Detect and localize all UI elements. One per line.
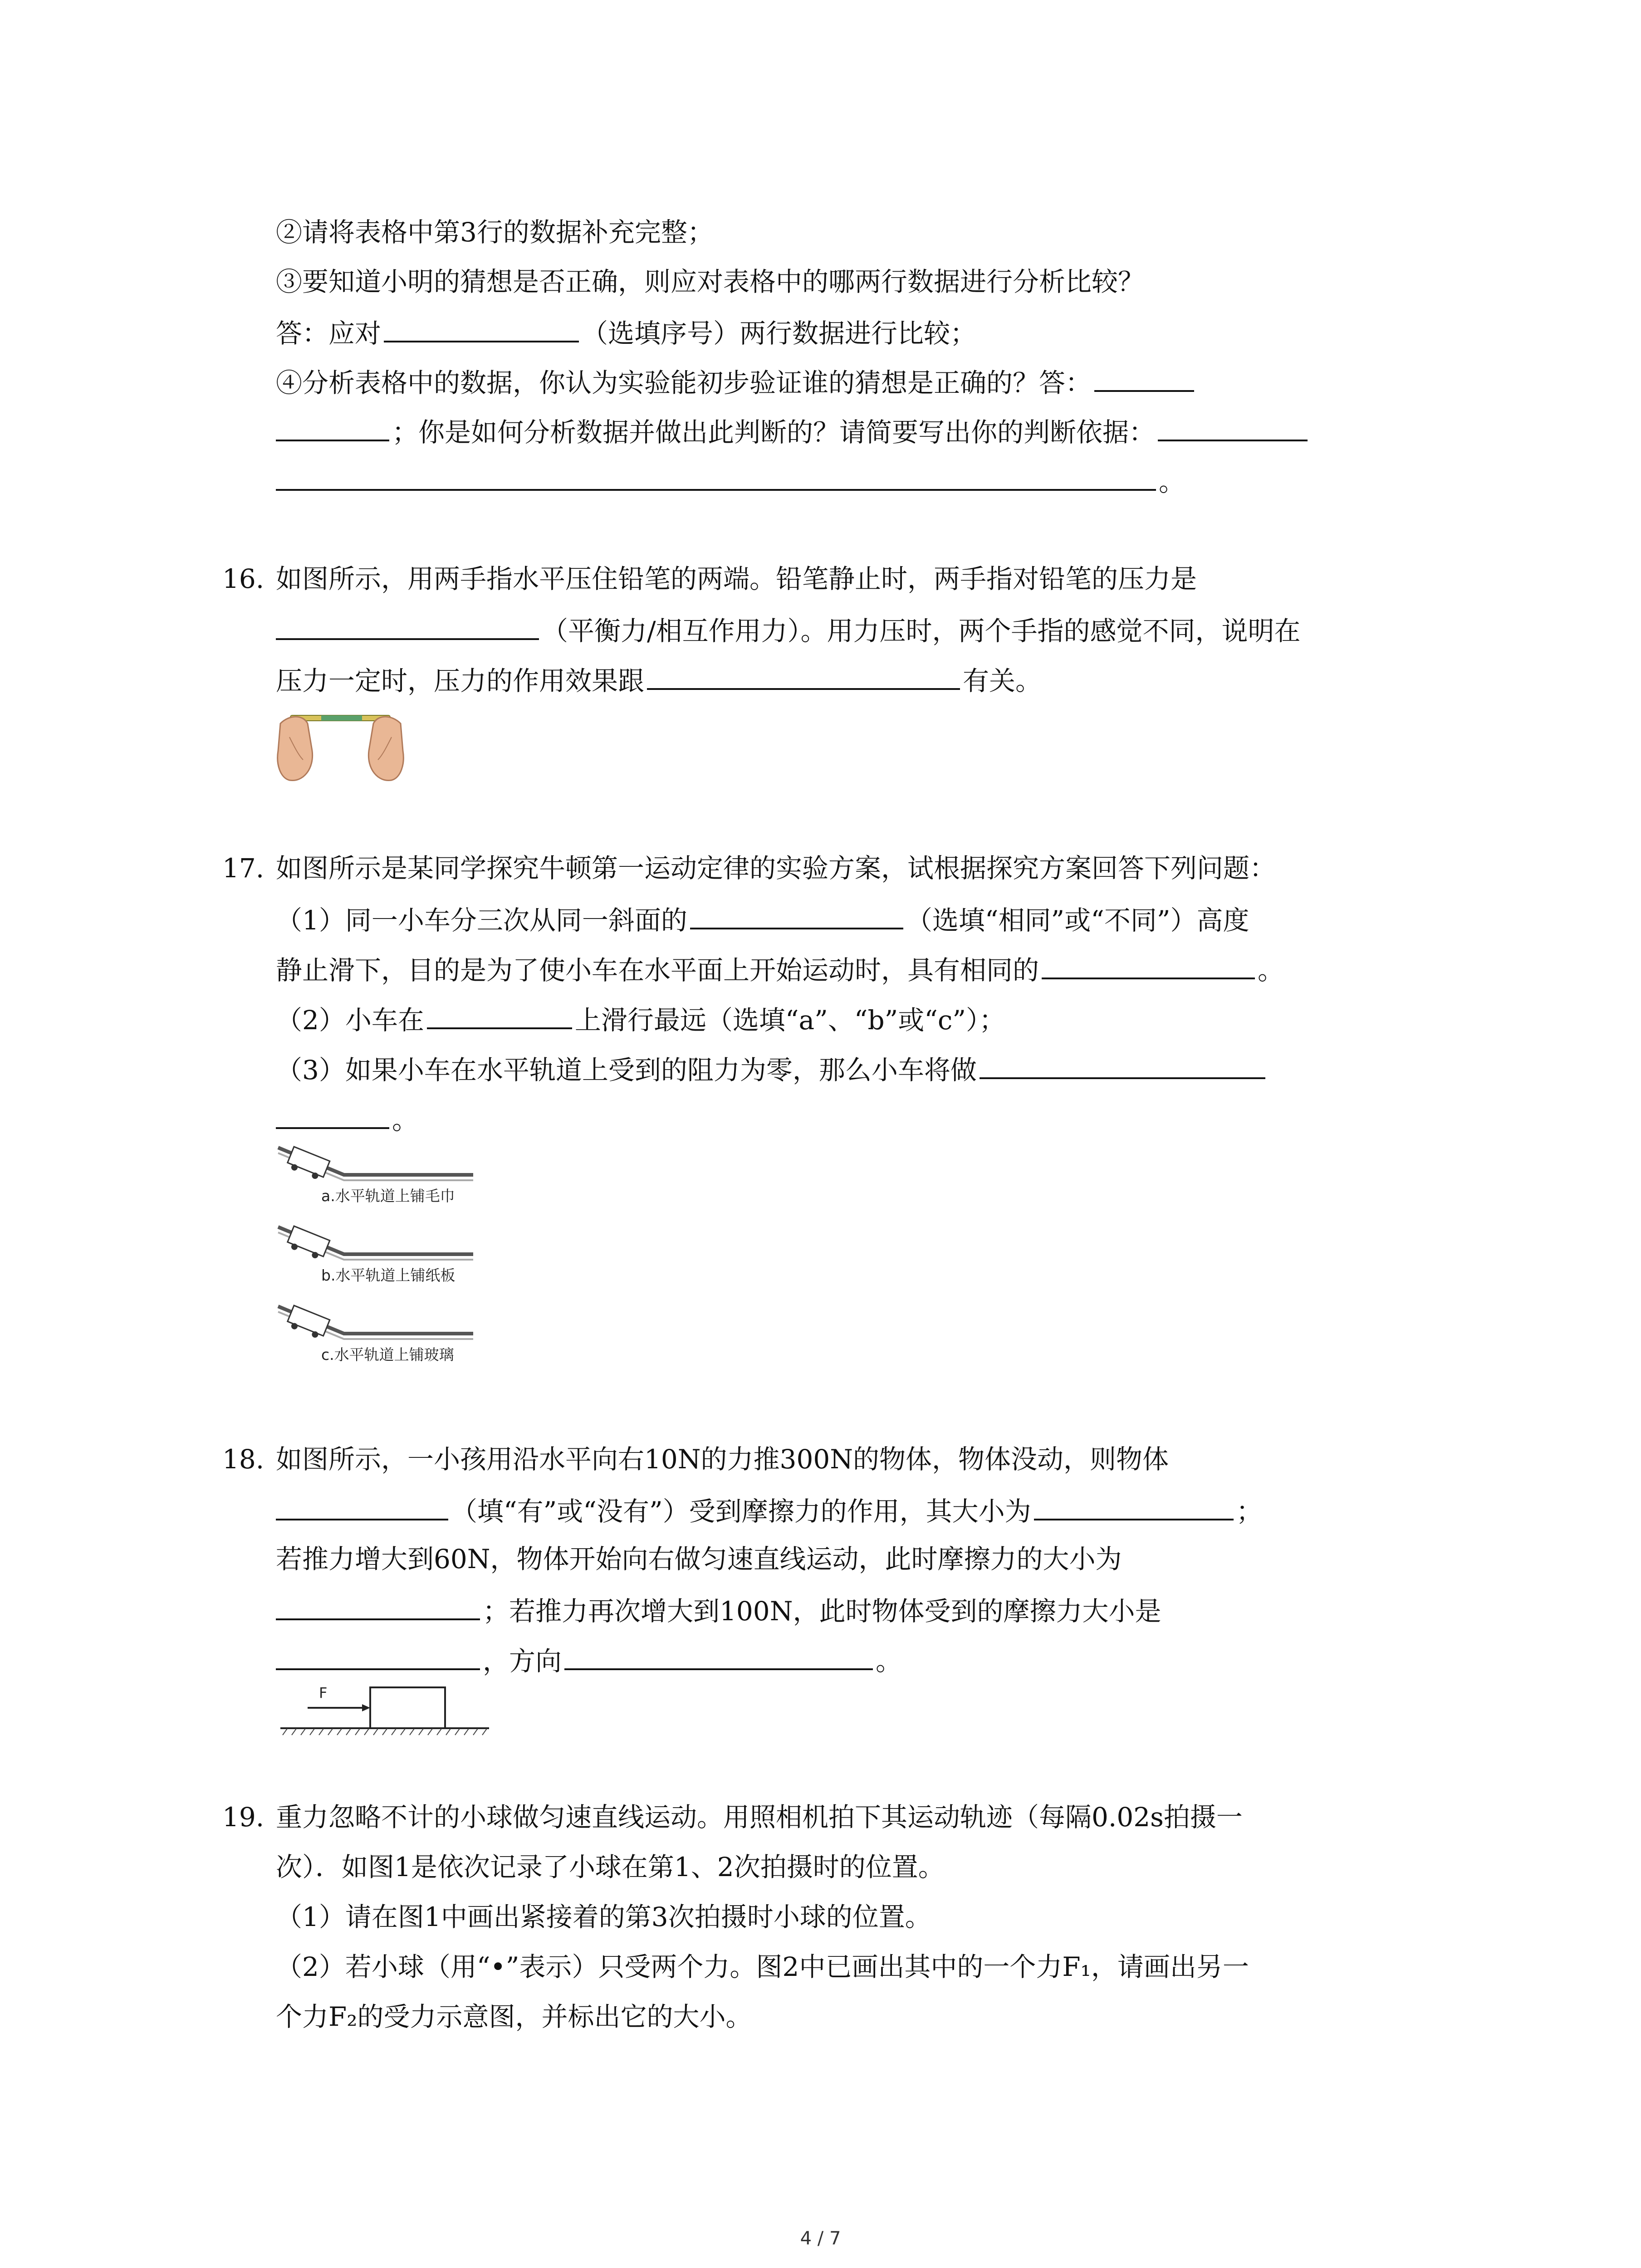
q17-line-4 bbox=[276, 1002, 1005, 1036]
question-number: 19. bbox=[222, 1802, 265, 1833]
q19-line-1 bbox=[276, 1802, 1243, 1833]
intro-line-5 bbox=[276, 415, 1310, 449]
q18-line-5 bbox=[276, 1643, 902, 1677]
q17-line-4-suffix: 上滑行最远（选填“a”、“b”或“c”）； bbox=[574, 1005, 1006, 1036]
answer-blank[interactable] bbox=[1042, 953, 1255, 979]
force-arrow-icon bbox=[362, 1704, 370, 1711]
q18-line-2 bbox=[276, 1494, 1263, 1528]
q17-line-2 bbox=[276, 903, 1249, 937]
q16-line-3-prefix: 压力一定时，压力的作用效果跟 bbox=[276, 665, 645, 697]
caption-b: b.水平轨道上铺纸板 bbox=[321, 1266, 456, 1284]
q19-line-3-text: （1）请在图1中画出紧接着的第3次拍摄时小球的位置。 bbox=[276, 1901, 931, 1932]
q19-line-2-text: 次）．如图1是依次记录了小球在第1、2次拍摄时的位置。 bbox=[276, 1852, 945, 1882]
intro-line-3 bbox=[276, 316, 976, 350]
q17-line-3-prefix: 静止滑下，目的是为了使小车在水平面上开始运动时，具有相同的 bbox=[276, 955, 1039, 986]
q16-line-2-text: （平衡力/相互作用力）。用力压时，两个手指的感觉不同，说明在 bbox=[542, 616, 1301, 647]
intro-line-6 bbox=[276, 464, 1185, 498]
push-block-figure bbox=[276, 1681, 494, 1740]
answer-blank[interactable] bbox=[276, 1494, 448, 1520]
q18-line-2-end: ； bbox=[1236, 1496, 1263, 1527]
q19-line-1-text: 重力忽略不计的小球做匀速直线运动。用照相机拍下其运动轨迹（每隔0.02s拍摄一 bbox=[276, 1802, 1243, 1833]
incline-setup-a bbox=[278, 1147, 473, 1205]
answer-blank[interactable] bbox=[276, 1643, 480, 1670]
q17-line-2-suffix: （选填“相同”或“不同”）高度 bbox=[906, 905, 1249, 936]
q18-line-4 bbox=[276, 1593, 1161, 1628]
q17-line-1 bbox=[276, 853, 1276, 885]
answer-blank[interactable] bbox=[276, 415, 389, 441]
incline-experiment-figure bbox=[276, 1143, 485, 1388]
answer-blank[interactable] bbox=[564, 1643, 873, 1670]
q16-line-1 bbox=[276, 563, 1197, 595]
q18-line-5-end: 。 bbox=[876, 1646, 902, 1677]
page-number: 4 / 7 bbox=[800, 2228, 841, 2249]
q19-line-4 bbox=[276, 1951, 1249, 1983]
q17-line-6-end: 。 bbox=[392, 1105, 419, 1136]
q18-line-2-text: （填“有”或“没有”）受到摩擦力的作用，其大小为 bbox=[451, 1496, 1031, 1527]
q18-line-3-text: 若推力增大到60N，物体开始向右做匀速直线运动，此时摩擦力的大小为 bbox=[276, 1544, 1122, 1574]
q18-line-1-text: 如图所示，一小孩用沿水平向右10N的力推300N的物体，物体没动，则物体 bbox=[276, 1444, 1169, 1475]
q17-line-6 bbox=[276, 1102, 418, 1136]
q17-line-5-text: （3）如果小车在水平轨道上受到的阻力为零，那么小车将做 bbox=[276, 1055, 977, 1086]
intro-line-5-text: ；你是如何分析数据并做出此判断的？请简要写出你的判断依据： bbox=[392, 417, 1156, 448]
incline-setup-b bbox=[278, 1226, 473, 1284]
q19-line-2 bbox=[276, 1852, 945, 1883]
question-number: 17. bbox=[222, 853, 265, 884]
q17-line-3-suffix: 。 bbox=[1258, 955, 1284, 986]
question-number: 18. bbox=[222, 1444, 265, 1475]
q19-line-5 bbox=[276, 2001, 752, 2033]
q16-line-1-text: 如图所示，用两手指水平压住铅笔的两端。铅笔静止时，两手指对铅笔的压力是 bbox=[276, 563, 1197, 594]
force-label: F bbox=[319, 1684, 328, 1701]
answer-blank[interactable] bbox=[980, 1052, 1265, 1079]
q17-line-3 bbox=[276, 953, 1284, 987]
intro-line-3-suffix: （选填序号）两行数据进行比较； bbox=[582, 318, 977, 349]
answer-blank[interactable] bbox=[276, 1102, 389, 1129]
intro-line-3-prefix: 答：应对 bbox=[276, 318, 382, 349]
answer-blank[interactable] bbox=[647, 663, 960, 690]
q18-line-5-text: ，方向 bbox=[483, 1646, 562, 1677]
q18-line-1 bbox=[276, 1444, 1169, 1476]
q17-line-5 bbox=[276, 1052, 1268, 1086]
ground-hatching bbox=[283, 1729, 487, 1735]
q19-line-3 bbox=[276, 1901, 931, 1933]
intro-line-1 bbox=[276, 217, 714, 249]
answer-blank[interactable] bbox=[1034, 1494, 1234, 1520]
q16-line-3-suffix: 有关。 bbox=[963, 665, 1042, 697]
q17-line-4-prefix: （2）小车在 bbox=[276, 1005, 424, 1036]
intro-line-4 bbox=[276, 365, 1197, 399]
q16-line-2 bbox=[276, 613, 1301, 647]
answer-blank[interactable] bbox=[427, 1002, 572, 1029]
q19-line-5-text: 个力F₂的受力示意图，并标出它的大小。 bbox=[276, 2001, 752, 2032]
answer-blank[interactable] bbox=[690, 903, 903, 929]
q16-line-3 bbox=[276, 663, 1042, 697]
q17-line-1-text: 如图所示是某同学探究牛顿第一运动定律的实验方案，试根据探究方案回答下列问题： bbox=[276, 853, 1276, 884]
q19-line-4-text: （2）若小球（用“•”表示）只受两个力。图2中已画出其中的一个力F₁，请画出另一 bbox=[276, 1951, 1249, 1982]
answer-blank[interactable] bbox=[276, 613, 539, 640]
q18-line-4-text: ；若推力再次增大到100N，此时物体受到的摩擦力大小是 bbox=[483, 1596, 1161, 1627]
intro-line-4-text: ④分析表格中的数据，你认为实验能初步验证谁的猜想是正确的？答： bbox=[276, 367, 1092, 399]
intro-line-6-end: 。 bbox=[1159, 466, 1185, 498]
fingers-pencil-figure bbox=[276, 705, 405, 785]
intro-line-1-text: ②请将表格中第3行的数据补充完整； bbox=[276, 217, 714, 248]
answer-blank[interactable] bbox=[384, 316, 579, 342]
answer-blank[interactable] bbox=[1158, 415, 1308, 441]
intro-line-2-text: ③要知道小明的猜想是否正确，则应对表格中的哪两行数据进行分析比较？ bbox=[276, 266, 1145, 297]
block bbox=[370, 1687, 445, 1728]
answer-blank[interactable] bbox=[1094, 365, 1194, 392]
answer-blank[interactable] bbox=[276, 464, 1156, 491]
q18-line-3 bbox=[276, 1544, 1122, 1575]
caption-c: c.水平轨道上铺玻璃 bbox=[321, 1346, 454, 1364]
incline-setup-c bbox=[278, 1305, 473, 1364]
q17-line-2-prefix: （1）同一小车分三次从同一斜面的 bbox=[276, 905, 687, 936]
question-number: 16. bbox=[222, 563, 265, 594]
caption-a: a.水平轨道上铺毛巾 bbox=[321, 1187, 455, 1205]
intro-line-2 bbox=[276, 266, 1144, 298]
answer-blank[interactable] bbox=[276, 1593, 480, 1620]
